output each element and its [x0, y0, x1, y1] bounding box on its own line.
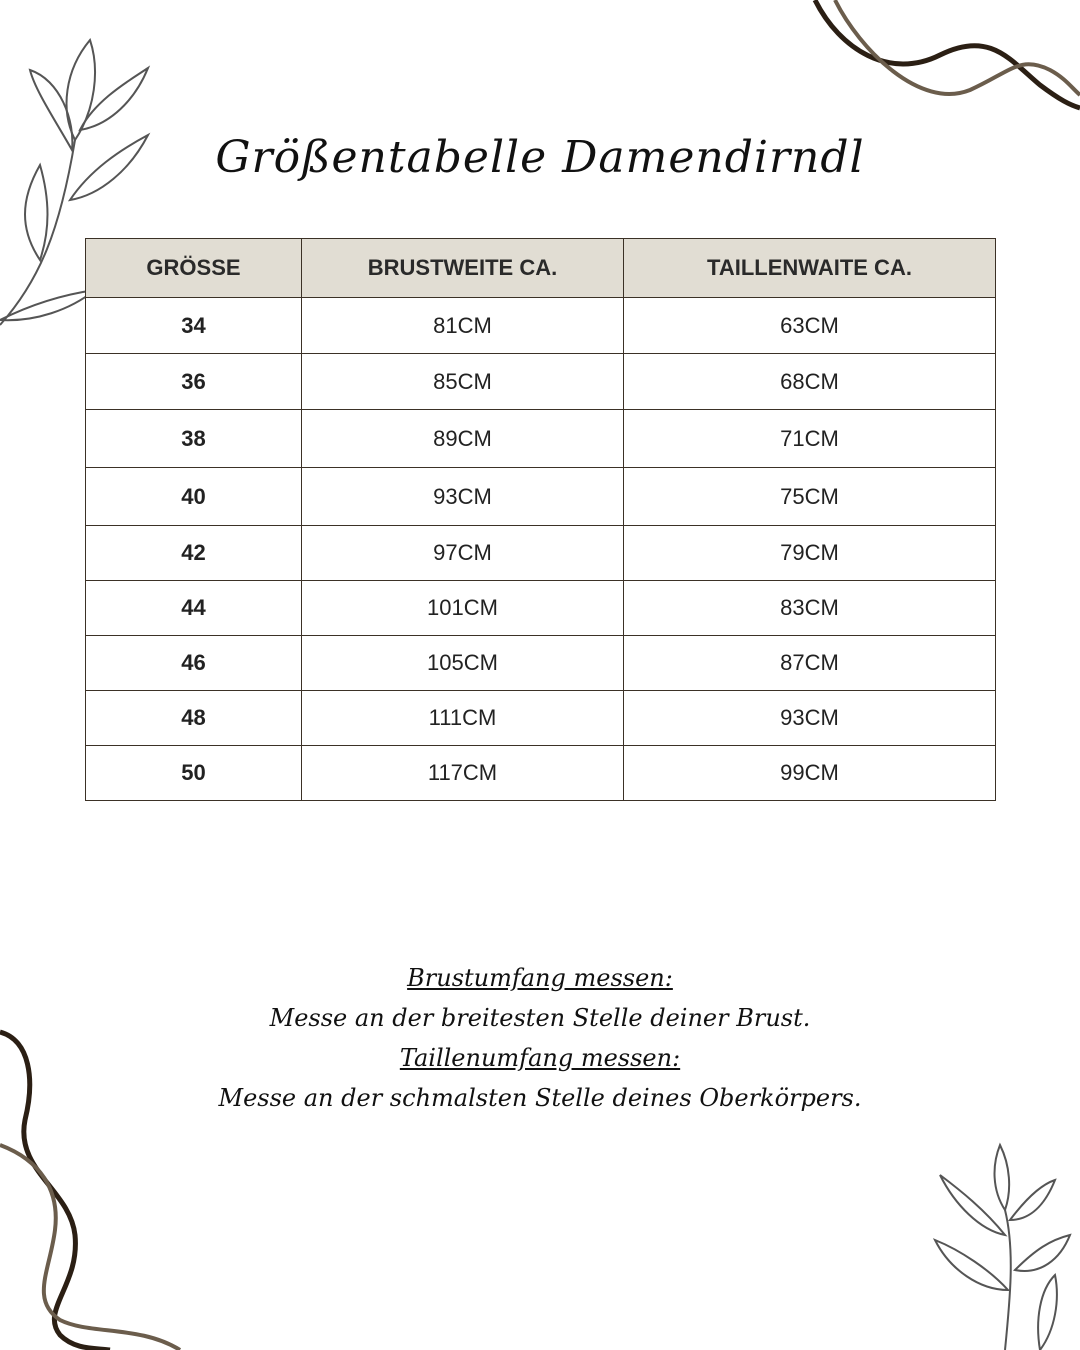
size-table: [85, 238, 996, 801]
bust-cell: 97CM: [302, 526, 624, 581]
waist-heading: Taillenumfang messen:: [399, 1044, 681, 1072]
size-cell: 38: [86, 410, 302, 468]
wave-line-top-right-icon: [810, 0, 1080, 120]
bust-cell: 93CM: [302, 468, 624, 526]
bust-heading: Brustumfang messen:: [407, 964, 673, 992]
table-row: [86, 298, 996, 354]
size-cell: 34: [86, 298, 302, 354]
bust-cell: 85CM: [302, 354, 624, 410]
size-cell: 36: [86, 354, 302, 410]
table-row: [86, 746, 996, 801]
table-row: [86, 691, 996, 746]
bust-cell: 117CM: [302, 746, 624, 801]
waist-cell: 83CM: [624, 581, 996, 636]
waist-cell: 99CM: [624, 746, 996, 801]
size-cell: 44: [86, 581, 302, 636]
bust-cell: 111CM: [302, 691, 624, 746]
table-row: [86, 636, 996, 691]
table-row: [86, 468, 996, 526]
page-title: Größentabelle Damendirndl: [215, 132, 865, 183]
table-row: [86, 581, 996, 636]
waist-cell: 93CM: [624, 691, 996, 746]
waist-cell: 75CM: [624, 468, 996, 526]
header-size: GRÖSSE: [86, 239, 302, 298]
table-row: [86, 410, 996, 468]
waist-cell: 68CM: [624, 354, 996, 410]
bust-cell: 101CM: [302, 581, 624, 636]
header-bust: BRUSTWEITE CA.: [302, 239, 624, 298]
size-cell: 46: [86, 636, 302, 691]
bust-cell: 81CM: [302, 298, 624, 354]
table-row: [86, 354, 996, 410]
waist-cell: 63CM: [624, 298, 996, 354]
table-row: [86, 526, 996, 581]
waist-cell: 87CM: [624, 636, 996, 691]
size-cell: 40: [86, 468, 302, 526]
size-cell: 42: [86, 526, 302, 581]
measurement-notes: [0, 958, 1080, 1118]
waist-instruction: Messe an der schmalsten Stelle deines Oberkörpers.: [218, 1084, 862, 1112]
header-waist: TAILLENWAITE CA.: [624, 239, 996, 298]
table-header-row: [86, 239, 996, 298]
waist-cell: 79CM: [624, 526, 996, 581]
size-cell: 50: [86, 746, 302, 801]
bust-cell: 89CM: [302, 410, 624, 468]
bust-cell: 105CM: [302, 636, 624, 691]
bust-instruction: Messe an der breitesten Stelle deiner Brust.: [269, 1004, 811, 1032]
waist-cell: 71CM: [624, 410, 996, 468]
size-cell: 48: [86, 691, 302, 746]
leaf-branch-bottom-right-icon: [930, 1140, 1080, 1350]
